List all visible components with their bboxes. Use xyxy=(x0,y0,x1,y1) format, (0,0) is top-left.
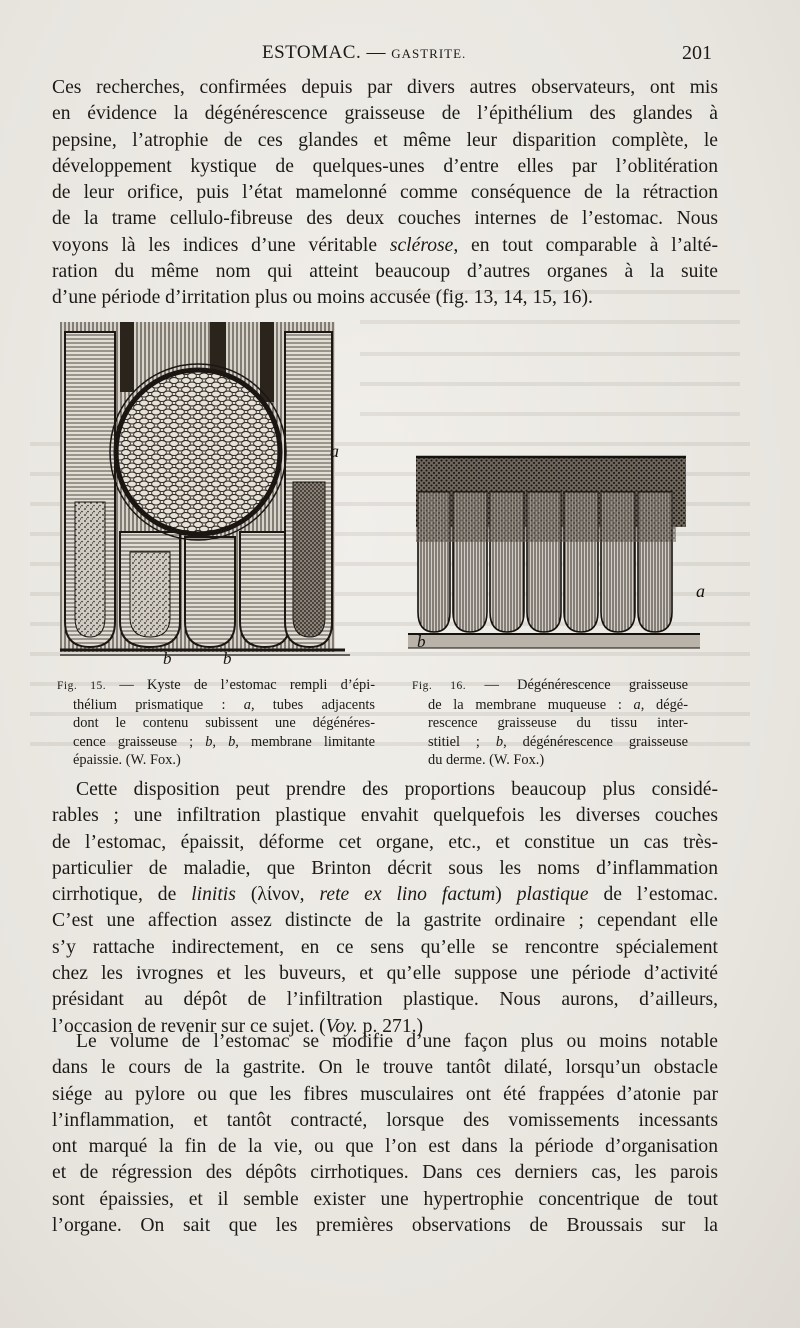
text-line: chez les ivrognes et les buveurs, et qu’elle suppose une période d’activité xyxy=(52,963,718,985)
text-line: en évidence la dégénérescence graisseuse de l’épithélium des glandes à xyxy=(52,103,718,125)
caption-line: du derme. (W. Fox.) xyxy=(428,752,545,769)
caption-line: stitiel ; b, dégénérescence graisseuse xyxy=(428,733,688,750)
text-line: Le volume de l’estomac se modifie d’une façon plus ou moins notable xyxy=(76,1031,718,1052)
running-header xyxy=(0,42,800,72)
figure-16-illustration xyxy=(408,452,705,667)
paragraph-stomach-volume xyxy=(52,1029,718,1239)
text-line: rables ; une infiltration plastique envahit quelquefois les diverses couches xyxy=(52,805,718,827)
text-line: C’est une affection assez distincte de la gastrite ordinaire ; cependant elle xyxy=(52,910,718,932)
text-line: Cette disposition peut prendre des proportions beaucoup plus considé- xyxy=(76,779,718,800)
text-line: dans le cours de la gastrite. On le trouve tantôt dilaté, lorsqu’un obstacle xyxy=(52,1057,718,1079)
figure-15-caption xyxy=(57,676,375,770)
caption-line: cence graisseuse ; b, b, membrane limitante xyxy=(73,733,375,750)
text-line: de la trame cellulo-fibreuse des deux couches internes de l’estomac. Nous xyxy=(52,208,718,230)
caption-line: épaissie. (W. Fox.) xyxy=(73,752,181,769)
paragraph-sclerosis xyxy=(52,75,718,312)
text-line: d’une période d’irritation plus ou moins accusée (fig. 13, 14, 15, 16). xyxy=(52,287,593,309)
caption-line: dont le contenu subissent une dégénéres- xyxy=(73,715,375,732)
text-line: développement kystique de quelques-unes d’entre elles par l’oblitération xyxy=(52,155,718,177)
text-line: s’y rattache indirectement, en ce sens qu’elle se rencontre spécialement xyxy=(52,936,718,958)
figure-15-label-b2: b xyxy=(223,649,232,668)
term-linitis: linitis xyxy=(191,884,236,906)
text-line: cirrhotique, de linitis (λίνον, rete ex lino factum) plastique de l’estomac. xyxy=(52,884,718,906)
cross-reference: Voy. xyxy=(325,1015,358,1037)
running-subtitle: GASTRITE. xyxy=(391,46,467,61)
caption-line: Fig. 15. — Kyste de l’estomac rempli d’épi- xyxy=(57,677,376,693)
figure-15-number: Fig. 15. xyxy=(57,680,107,692)
text-line: l’inflammation, et tantôt contracté, lorsque des vomissements incessants xyxy=(52,1109,718,1131)
figure-15-illustration xyxy=(60,322,360,667)
text-line: Ces recherches, confirmées depuis par divers autres observateurs, ont mis xyxy=(52,77,718,98)
caption-line: Fig. 16. — Dégénérescence graisseuse xyxy=(412,677,689,693)
text-line: siége au pylore ou que les fibres musculaires ont été frappées d’atonie par xyxy=(52,1083,718,1105)
text-line: l’occasion de revenir sur ce sujet. (Voy. p. 271.) xyxy=(52,1015,424,1037)
text-line: ont marqué la fin de la vie, ou que l’on est dans la période d’organisation xyxy=(52,1136,718,1158)
text-line: sont épaissies, et il semble exister une hypertrophie concentrique de tout xyxy=(52,1188,718,1210)
figure-16-label-b: b xyxy=(417,632,426,651)
figure-16-number: Fig. 16. xyxy=(412,680,467,692)
text-line: pepsine, l’atrophie de ces glandes et même leur disparition complète, le xyxy=(52,129,718,151)
figure-16-label-a: a xyxy=(696,581,705,601)
figure-16-caption xyxy=(412,676,688,770)
text-line: de l’estomac, épaissit, déforme cet organe, etc., et constitue un cas très- xyxy=(52,831,718,853)
caption-line: thélium prismatique : a, tubes adjacents xyxy=(73,696,375,713)
page-number: 201 xyxy=(682,42,712,64)
figure-15-label-b1: b xyxy=(163,649,172,668)
paragraph-linitis-plastica xyxy=(52,777,718,1040)
running-title: ESTOMAC. — GASTRITE. xyxy=(262,42,467,63)
text-line: ration du même nom qui atteint beaucoup d’autres organes à la suite xyxy=(52,261,718,283)
caption-line: rescence graisseuse du tissu inter- xyxy=(428,715,688,732)
text-line: particulier de maladie, que Brinton décrit sous les noms d’inflammation xyxy=(52,857,718,879)
text-line: voyons là les indices d’une véritable sclérose, en tout comparable à l’alté- xyxy=(52,234,718,256)
figure-15-label-a: a xyxy=(330,441,339,461)
text-line: présidant au dépôt de l’infiltration plastique. Nous aurons, d’ailleurs, xyxy=(52,989,718,1011)
text-line: l’organe. On sait que les premières observations de Broussais sur la xyxy=(52,1215,718,1237)
text-line: de leur orifice, puis l’état mamelonné comme conséquence de la rétraction xyxy=(52,182,718,204)
term-sclerose: sclérose xyxy=(389,234,454,256)
caption-line: de la membrane muqueuse : a, dégé- xyxy=(428,696,688,713)
text-line: et de régression des dépôts cirrhotiques. Dans ces derniers cas, les parois xyxy=(52,1162,718,1184)
